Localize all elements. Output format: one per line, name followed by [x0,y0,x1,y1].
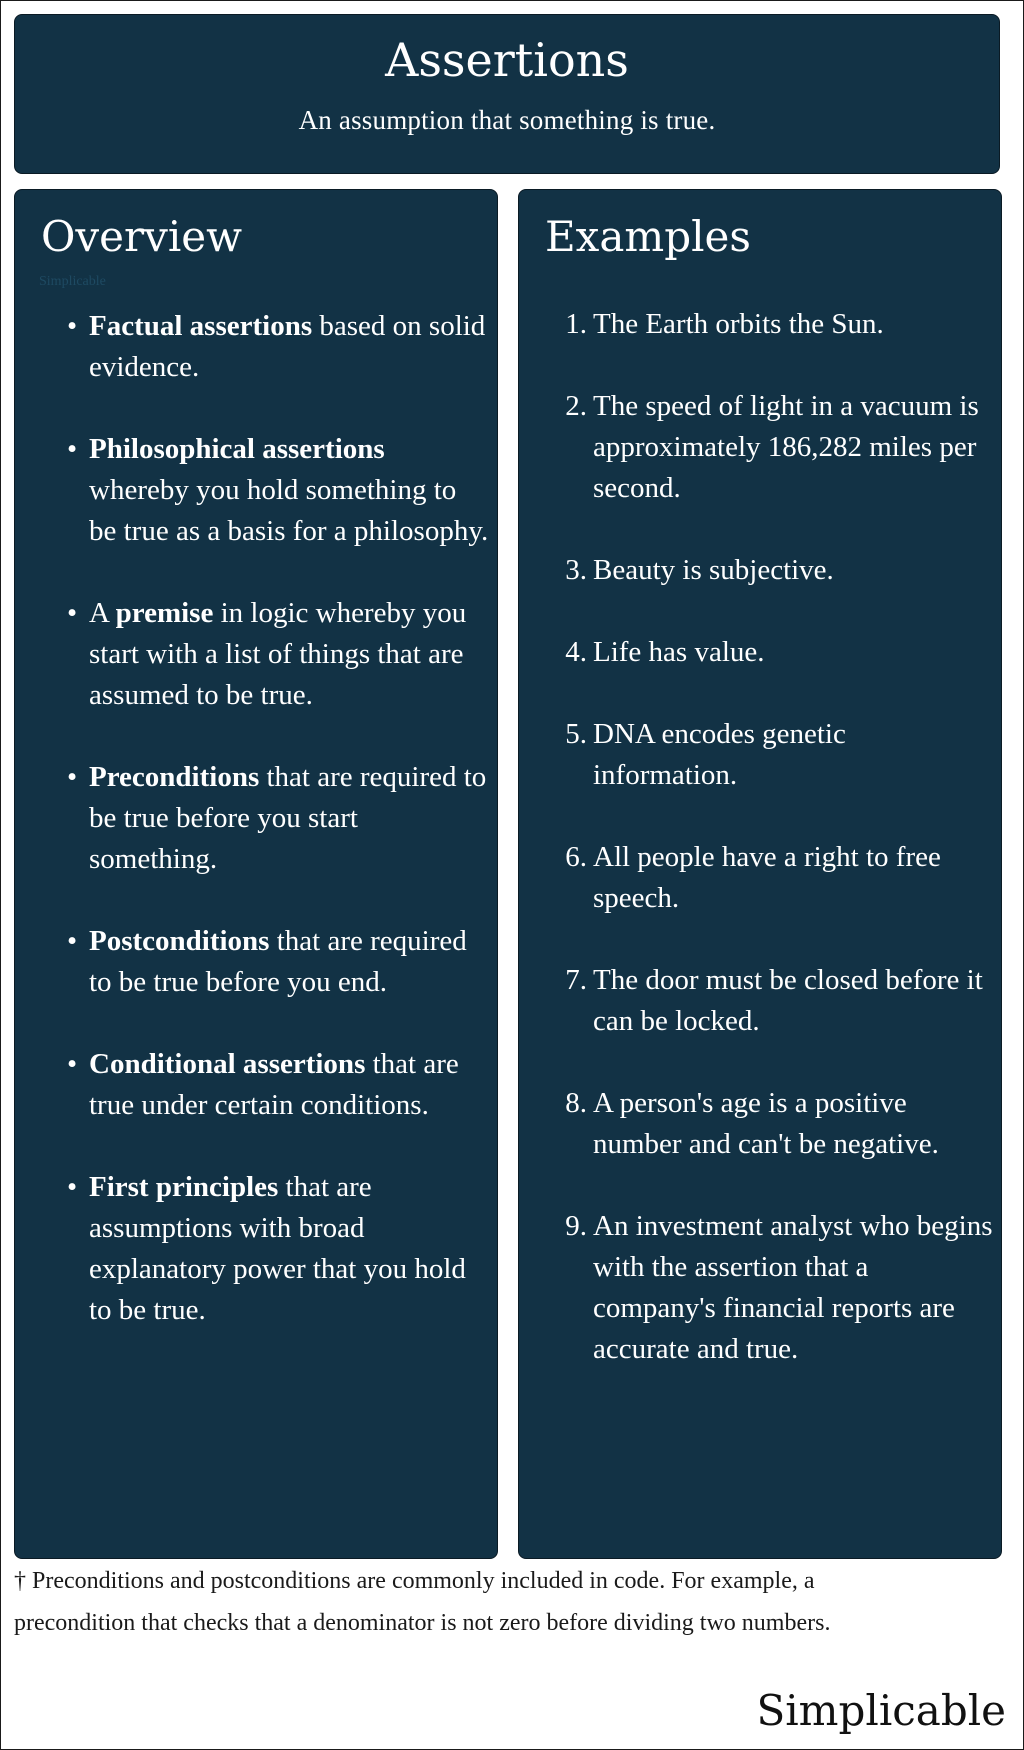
example-item [565,1083,993,1165]
overview-item [67,921,489,1003]
overview-item [67,429,489,552]
item-description: that are true under certain conditions. [89,1048,459,1121]
example-item [565,960,993,1042]
brand-logo: Simplicable [756,1686,1006,1735]
item-term: Factual assertions [89,310,313,342]
overview-list [67,306,489,1372]
example-text: The door must be closed before it can be locked. [593,964,983,1037]
examples-panel [518,189,1002,1559]
item-term: Postconditions [89,925,270,957]
item-description: that are required to be true before you start something. [89,761,487,875]
page-title: Assertions [385,33,629,87]
example-text: All people have a right to free speech. [593,841,941,914]
item-description: that are required to be true before you end. [89,925,467,998]
item-description: that are assumptions with broad explanatory power that you hold to be true. [89,1171,466,1326]
example-item [565,1206,993,1370]
overview-item [67,1167,489,1331]
item-term: Philosophical assertions [89,433,385,465]
bullet-icon: • [67,433,78,465]
overview-heading: Overview [41,212,243,261]
item-number: 9. [565,1210,587,1242]
example-text: The Earth orbits the Sun. [593,308,884,340]
bullet-icon: • [67,925,78,957]
item-term: Conditional assertions [89,1048,366,1080]
item-prefix: A [89,597,116,629]
bullet-icon: • [67,761,78,793]
item-number: 2. [565,390,587,422]
title-card [14,14,1000,174]
item-number: 3. [565,554,587,586]
example-text: An investment analyst who begins with the assertion that a company's financial reports are accurate and true. [593,1210,993,1365]
item-description: in logic whereby you start with a list of things that are assumed to be true. [89,597,467,711]
footnote: † Preconditions and postconditions are commonly included in code. For example, a precondition that checks that a denominator is not zero before dividing two numbers. [14,1568,831,1636]
bullet-icon: • [67,1048,78,1080]
item-term: premise [115,597,214,629]
page-subtitle: An assumption that something is true. [298,105,716,135]
item-number: 1. [565,308,587,340]
overview-item [67,757,489,880]
example-item [565,304,993,345]
item-term: Preconditions [89,761,260,793]
item-number: 5. [565,718,587,750]
item-number: 7. [565,964,587,996]
example-item [565,837,993,919]
overview-item [67,593,489,716]
example-item [565,714,993,796]
example-text: A person's age is a positive number and can't be negative. [593,1087,939,1160]
example-text: Life has value. [593,636,765,668]
item-number: 6. [565,841,587,873]
overview-item [67,1044,489,1126]
overview-panel [14,189,498,1559]
example-text: Beauty is subjective. [593,554,834,586]
watermark-text: Simplicable [39,274,106,289]
bullet-icon: • [67,1171,78,1203]
example-text: DNA encodes genetic information. [593,718,846,791]
example-text: The speed of light in a vacuum is approximately 186,282 miles per second. [593,390,979,504]
examples-list [565,304,993,1411]
item-term: First principles [89,1171,279,1203]
example-item [565,386,993,509]
item-number: 4. [565,636,587,668]
example-item [565,632,993,673]
bullet-icon: • [67,597,78,629]
item-description: whereby you hold something to be true as a basis for a philosophy. [89,474,489,547]
examples-heading: Examples [545,212,751,261]
bullet-icon: • [67,310,78,342]
item-description: based on solid evidence. [89,310,486,383]
item-number: 8. [565,1087,587,1119]
overview-item [67,306,489,388]
example-item [565,550,993,591]
